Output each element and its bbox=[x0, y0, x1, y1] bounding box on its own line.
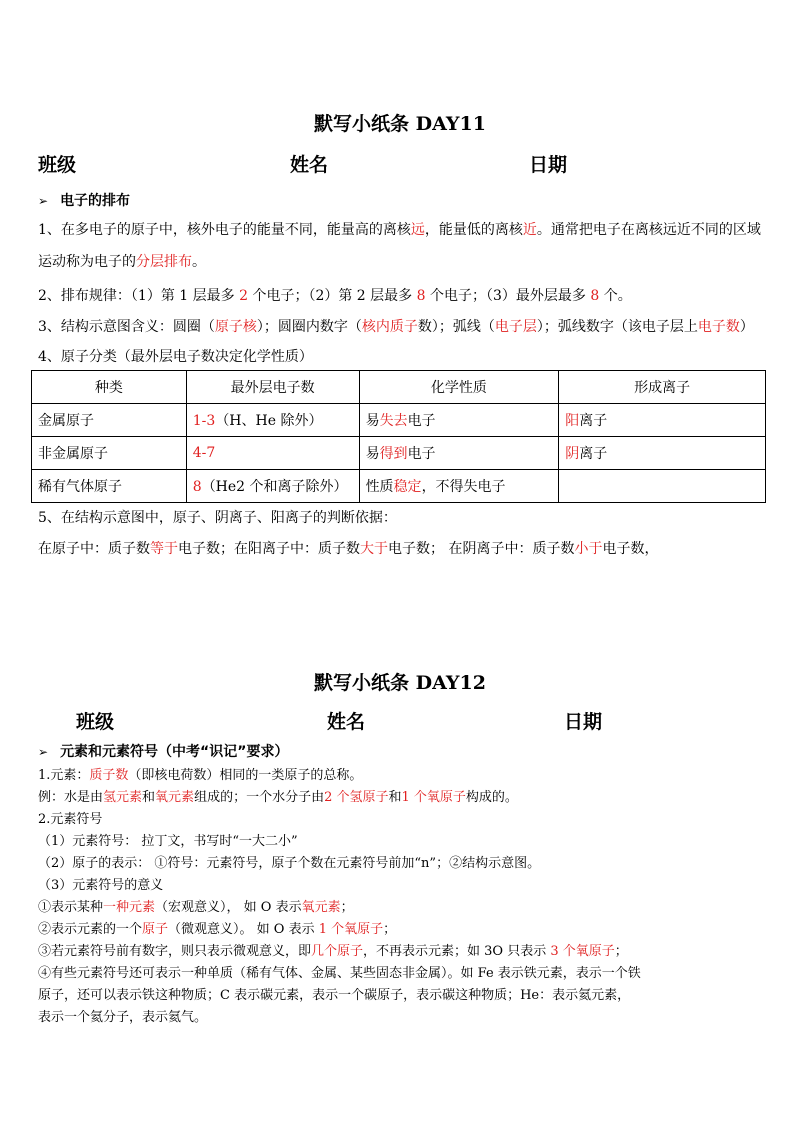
answer-text: 1-3 bbox=[192, 413, 216, 429]
day12-line bbox=[38, 918, 396, 937]
day11-line-3 bbox=[38, 316, 754, 336]
answer-text: 一种元素 bbox=[103, 900, 156, 915]
text-run: ； bbox=[340, 900, 354, 915]
text-run: （微观意义）。 如 O 表示 bbox=[168, 922, 319, 937]
answer-text: 阳 bbox=[565, 413, 580, 429]
answer-text: 4-7 bbox=[192, 445, 216, 461]
text-run: 易 bbox=[365, 446, 380, 462]
text-run: 数）；弧线（ bbox=[417, 319, 495, 335]
text-run: 电子数； 在阴离子中：质子数 bbox=[388, 541, 575, 557]
table-header-cell: 形成离子 bbox=[559, 371, 766, 404]
answer-text: 小于 bbox=[574, 541, 603, 557]
text-run: ）；圆圈内数字（ bbox=[256, 319, 362, 335]
table-header-cell: 最外层电子数 bbox=[186, 371, 359, 404]
text-run: ； bbox=[383, 922, 397, 937]
answer-text: 质子数 bbox=[89, 768, 129, 783]
day11-section-title: 电子的排布 bbox=[60, 193, 131, 209]
text-run: 个。 bbox=[599, 288, 632, 304]
day12-line bbox=[38, 830, 298, 849]
table-row bbox=[32, 470, 766, 503]
table-row bbox=[32, 404, 766, 437]
answer-text: 氧元素 bbox=[155, 790, 195, 805]
answer-text: 等于 bbox=[150, 541, 178, 557]
day12-line bbox=[38, 786, 518, 805]
text-run: （即核电荷数）相同的一类原子的总称。 bbox=[128, 768, 363, 783]
text-run: 电子数， bbox=[602, 541, 659, 557]
text-run: 2、排布规律：（1）第 1 层最多 bbox=[38, 288, 240, 304]
answer-text: 远 bbox=[410, 222, 425, 238]
text-run: ） bbox=[739, 319, 754, 335]
answer-text: 8 bbox=[192, 479, 202, 495]
day12-line bbox=[38, 984, 630, 1003]
answer-text: 分层排布 bbox=[136, 254, 192, 270]
answer-text: 稳定 bbox=[393, 479, 422, 495]
text-run: 。通常把电子在离核远近不同的区域 bbox=[536, 222, 761, 238]
text-run: （1）元素符号： 拉丁文，书写时“一大二小” bbox=[38, 834, 298, 849]
table-cell bbox=[359, 437, 559, 470]
text-run: ）；弧线数字（该电子层上 bbox=[536, 319, 698, 335]
day12-line bbox=[38, 852, 540, 871]
arrow-bullet-icon: ➢ bbox=[38, 194, 49, 208]
text-run: 3、结构示意图含义：圆圈（ bbox=[38, 319, 215, 335]
answer-text: 大于 bbox=[360, 541, 388, 557]
answer-text: 氢元素 bbox=[103, 790, 143, 805]
answer-text: 电子数 bbox=[697, 319, 740, 335]
day12-line bbox=[38, 1006, 207, 1025]
text-run: 在原子中：质子数 bbox=[38, 541, 150, 557]
text-run: 电子 bbox=[407, 446, 436, 462]
answer-text: 2 bbox=[239, 288, 248, 304]
answer-text: 8 bbox=[416, 288, 426, 304]
text-run: 和 bbox=[388, 790, 402, 805]
text-run: 组成的；一个水分子由 bbox=[194, 790, 325, 805]
table-cell bbox=[559, 470, 766, 503]
day12-name-label: 姓名 bbox=[327, 711, 366, 733]
table-row bbox=[32, 437, 766, 470]
day12-section-heading bbox=[38, 741, 288, 761]
text-run: 例：水是由 bbox=[38, 790, 104, 805]
text-run: ③若元素符号前有数字，则只表示微观意义，即 bbox=[38, 944, 312, 959]
day11-name-label: 姓名 bbox=[290, 154, 329, 176]
day11-section-heading bbox=[38, 190, 130, 210]
text-run: 稀有气体原子 bbox=[38, 479, 122, 495]
text-run: 离子 bbox=[579, 446, 608, 462]
answer-text: 阴 bbox=[565, 446, 580, 462]
table-cell bbox=[32, 437, 187, 470]
text-run: （2）原子的表示： ①符号：元素符号，原子个数在元素符号前加“n”；②结构示意图。 bbox=[38, 856, 541, 871]
day11-line-1b bbox=[38, 251, 206, 271]
text-run: 非金属原子 bbox=[38, 446, 108, 462]
day12-line bbox=[38, 808, 102, 827]
text-run: （He2 个和离子除外） bbox=[201, 479, 348, 495]
day12-line bbox=[38, 896, 354, 915]
text-run: 构成的。 bbox=[465, 790, 518, 805]
table-cell bbox=[559, 437, 766, 470]
text-run: 个电子；（3）最外层最多 bbox=[425, 288, 591, 304]
text-run: 电子数；在阳离子中：质子数 bbox=[178, 541, 360, 557]
table-header-cell: 种类 bbox=[32, 371, 187, 404]
arrow-bullet-icon: ➢ bbox=[38, 745, 49, 759]
day11-date-label: 日期 bbox=[529, 154, 568, 176]
text-run: 表示一个氦分子，表示氦气。 bbox=[38, 1010, 208, 1025]
text-run: 原子，还可以表示铁这种物质；C 表示碳元素，表示一个碳原子，表示碳这种物质；He：表示氦元素， bbox=[38, 988, 631, 1003]
day11-class-label: 班级 bbox=[38, 154, 77, 176]
answer-text: 1 个氧原子 bbox=[401, 790, 466, 805]
day12-line bbox=[38, 764, 362, 783]
text-run: 1、在多电子的原子中，核外电子的能量不同，能量高的离核 bbox=[38, 222, 411, 238]
text-run: （3）元素符号的意义 bbox=[38, 878, 164, 893]
answer-text: 3 个氧原子 bbox=[550, 944, 615, 959]
text-run: 。 bbox=[192, 254, 206, 270]
answer-text: 原子核 bbox=[214, 319, 257, 335]
text-run: 运动称为电子的 bbox=[38, 254, 136, 270]
text-run: （H、He 除外） bbox=[215, 413, 323, 429]
table-cell bbox=[32, 470, 187, 503]
text-run: 1.元素： bbox=[38, 768, 90, 783]
text-run: 电子 bbox=[407, 413, 436, 429]
day12-line bbox=[38, 874, 163, 893]
text-run: （宏观意义）， 如 O 表示 bbox=[155, 900, 302, 915]
day12-class-label: 班级 bbox=[76, 711, 115, 733]
answer-text: 核内质子 bbox=[361, 319, 418, 335]
answer-text: 近 bbox=[522, 222, 537, 238]
text-run: 5、在结构示意图中，原子、阴离子、阳离子的判断依据： bbox=[38, 510, 397, 526]
text-run: ，能量低的离核 bbox=[424, 222, 523, 238]
day11-line-2 bbox=[38, 285, 632, 305]
text-run: 易 bbox=[365, 413, 380, 429]
answer-text: 几个原子 bbox=[311, 944, 364, 959]
answer-text: 1 个氧原子 bbox=[318, 922, 384, 937]
day12-section-title: 元素和元素符号（中考“识记”要求） bbox=[60, 744, 289, 760]
answer-text: 原子 bbox=[142, 922, 169, 937]
answer-text: 2 个氢原子 bbox=[324, 790, 389, 805]
day11-line-6 bbox=[38, 538, 658, 558]
answer-text: 氧元素 bbox=[301, 900, 341, 915]
answer-text: 电子层 bbox=[494, 319, 537, 335]
answer-text: 得到 bbox=[379, 446, 408, 462]
atom-classification-table bbox=[31, 370, 766, 503]
text-run: ②表示元素的一个 bbox=[38, 922, 143, 937]
answer-text: 失去 bbox=[379, 413, 408, 429]
table-cell bbox=[559, 404, 766, 437]
text-run: 和 bbox=[142, 790, 156, 805]
day11-line-4 bbox=[38, 346, 313, 366]
table-cell bbox=[186, 437, 359, 470]
text-run: 2.元素符号 bbox=[38, 812, 103, 827]
text-run: ； bbox=[614, 944, 628, 959]
day12-line bbox=[38, 940, 628, 959]
day11-title: 默写小纸条 DAY11 bbox=[314, 113, 486, 135]
table-header-cell: 化学性质 bbox=[359, 371, 559, 404]
table-header-row bbox=[32, 371, 766, 404]
day12-line bbox=[38, 962, 641, 981]
text-run: ④有些元素符号还可表示一种单质（稀有气体、金属、某些固态非金属）。如 Fe 表示铁元素，表示一个铁 bbox=[38, 966, 641, 981]
text-run: ，不再表示元素；如 3O 只表示 bbox=[363, 944, 551, 959]
day12-date-label: 日期 bbox=[564, 711, 603, 733]
answer-text: 8 bbox=[590, 288, 600, 304]
text-run: ①表示某种 bbox=[38, 900, 104, 915]
table-cell bbox=[32, 404, 187, 437]
table-cell bbox=[186, 404, 359, 437]
text-run: 离子 bbox=[579, 413, 608, 429]
day11-line-1a bbox=[38, 219, 761, 239]
text-run: 金属原子 bbox=[38, 413, 94, 429]
text-run: ，不得失电子 bbox=[421, 479, 506, 495]
text-run: 4、原子分类（最外层电子数决定化学性质） bbox=[38, 349, 313, 365]
text-run: 个电子；（2）第 2 层最多 bbox=[248, 288, 417, 304]
day11-line-5 bbox=[38, 507, 397, 527]
day12-title: 默写小纸条 DAY12 bbox=[314, 672, 486, 694]
text-run: 性质 bbox=[365, 479, 394, 495]
table-cell bbox=[359, 404, 559, 437]
table-cell bbox=[359, 470, 559, 503]
table-cell bbox=[186, 470, 359, 503]
